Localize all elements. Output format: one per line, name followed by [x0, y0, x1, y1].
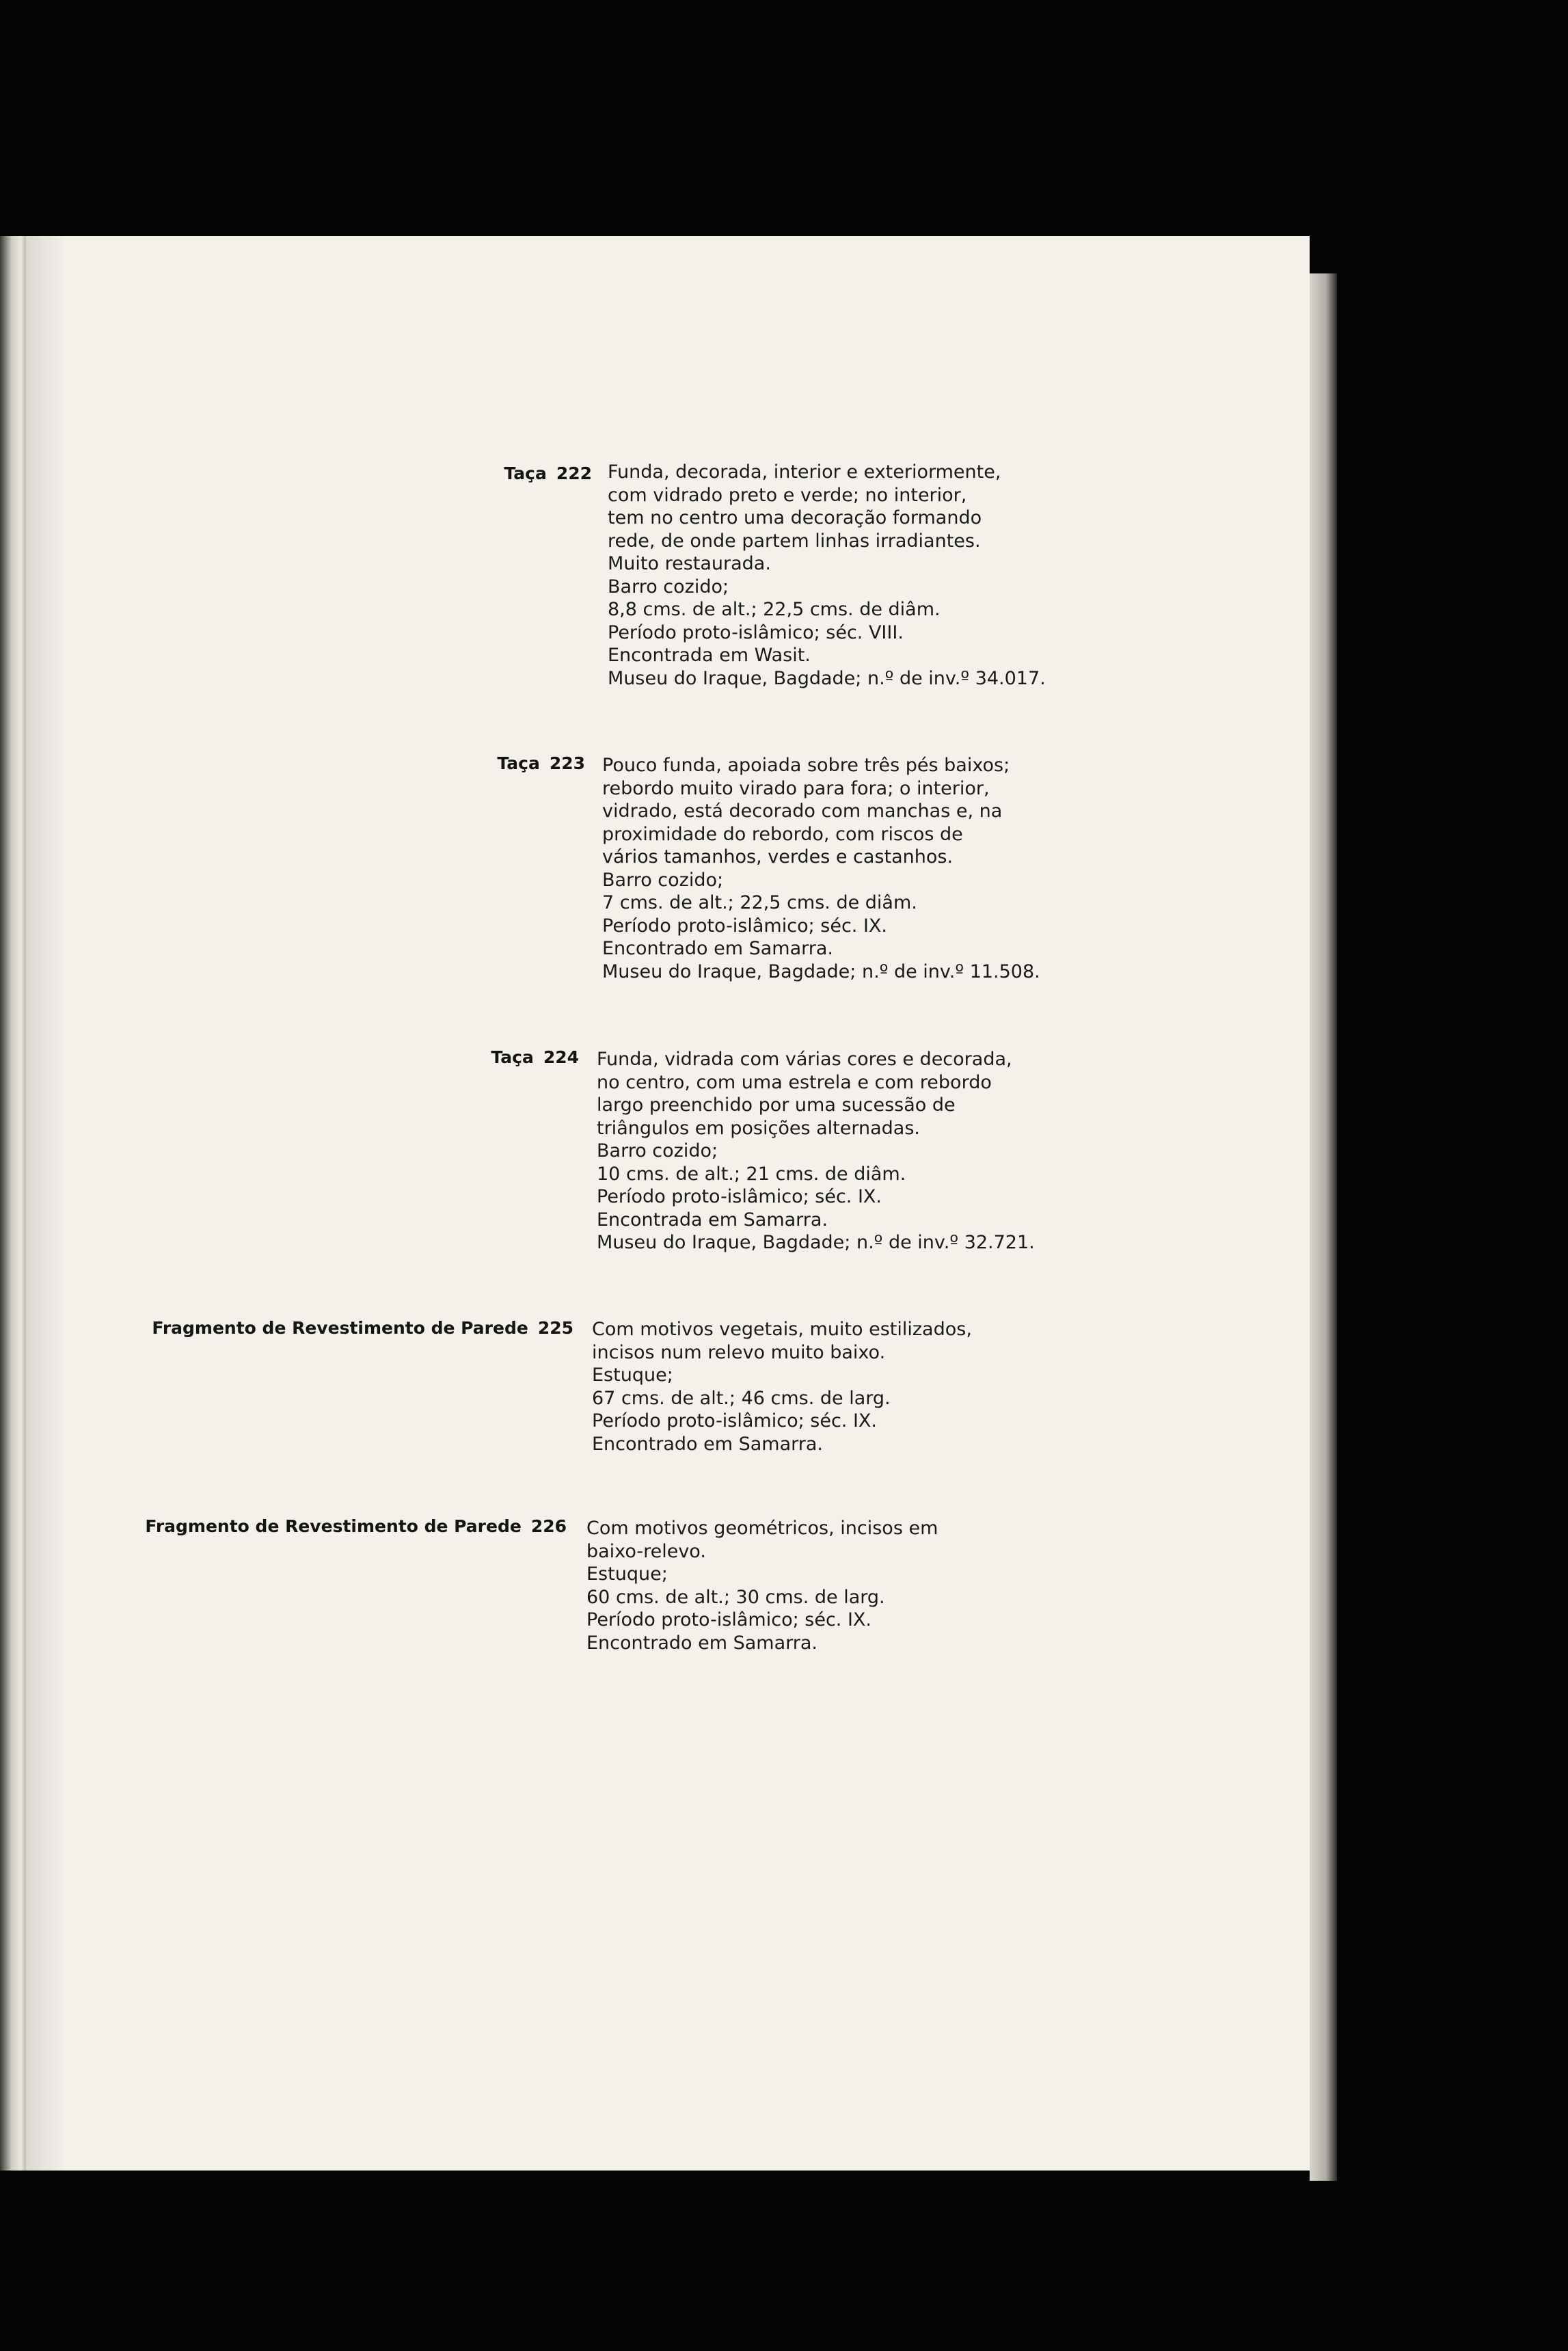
description-line: Com motivos geométricos, incisos em [586, 1518, 938, 1539]
description-line: Funda, vidrada com várias cores e decorada, [597, 1049, 1012, 1070]
description-line: Barro cozido; [597, 1140, 718, 1161]
description-line: Encontrado em Samarra. [602, 938, 834, 959]
description-line: vários tamanhos, verdes e castanhos. [602, 846, 954, 868]
description-line: baixo-relevo. [586, 1540, 706, 1562]
page-right-edge [1310, 273, 1337, 2181]
description-line: proximidade do rebordo, com riscos de [602, 823, 963, 845]
entry-description [602, 754, 1040, 983]
description-line: Período proto-islâmico; séc. VIII. [608, 621, 904, 643]
entry-number: 226 [530, 1516, 567, 1536]
entry-description [586, 1517, 938, 1654]
description-line: com vidrado preto e verde; no interior, [608, 484, 967, 506]
description-line: Período proto-islâmico; séc. IX. [586, 1609, 871, 1630]
description-line: Estuque; [592, 1365, 673, 1386]
description-line: Período proto-islâmico; séc. IX. [597, 1186, 882, 1207]
entry-number: 222 [556, 464, 592, 483]
entry-description [608, 461, 1046, 690]
description-line: Museu do Iraque, Bagdade; n.º de inv.º 32.721. [597, 1232, 1035, 1253]
entry-description [597, 1048, 1035, 1254]
description-line: Encontrado em Samarra. [586, 1632, 818, 1654]
page-gutter-shadow [26, 236, 67, 2171]
description-line: largo preenchido por uma sucessão de [597, 1094, 956, 1116]
entry-description [592, 1318, 972, 1455]
entry-number: 223 [549, 753, 585, 773]
description-line: Período proto-islâmico; séc. IX. [602, 915, 887, 937]
entry-label [0, 1318, 573, 1338]
entry-label [0, 1047, 579, 1067]
description-line: Com motivos vegetais, muito estilizados, [592, 1319, 972, 1340]
description-line: rede, de onde partem linhas irradiantes. [608, 530, 981, 552]
description-line: Barro cozido; [608, 576, 729, 597]
entry-number: 225 [537, 1318, 573, 1338]
description-line: Funda, decorada, interior e exteriormente, [608, 461, 1001, 483]
entry-label [0, 464, 592, 483]
entry-title: Taça [504, 464, 547, 483]
description-line: 10 cms. de alt.; 21 cms. de diâm. [597, 1163, 906, 1185]
left-page-edge [0, 236, 26, 2171]
description-line: rebordo muito virado para fora; o interior, [602, 777, 990, 799]
description-line: Pouco funda, apoiada sobre três pés baixos; [602, 755, 1010, 776]
description-line: Estuque; [586, 1563, 668, 1585]
entry-label [0, 1516, 567, 1536]
entry-number: 224 [543, 1047, 579, 1067]
entry-title: Fragmento de Revestimento de Parede [145, 1516, 522, 1536]
description-line: Encontrada em Wasit. [608, 645, 811, 666]
entry-title: Taça [497, 753, 540, 773]
description-line: vidrado, está decorado com manchas e, na [602, 801, 1003, 822]
description-line: Encontrado em Samarra. [592, 1433, 824, 1455]
description-line: no centro, com uma estrela e com rebordo [597, 1071, 992, 1093]
entry-title: Taça [491, 1047, 534, 1067]
entry-label [0, 753, 585, 773]
description-line: tem no centro uma decoração formando [608, 507, 982, 528]
description-line: Período proto-islâmico; séc. IX. [592, 1410, 877, 1432]
description-line: Museu do Iraque, Bagdade; n.º de inv.º 11.508. [602, 960, 1040, 982]
description-line: Barro cozido; [602, 869, 724, 891]
description-line: 8,8 cms. de alt.; 22,5 cms. de diâm. [608, 599, 941, 620]
description-line: incisos num relevo muito baixo. [592, 1341, 886, 1363]
entry-title: Fragmento de Revestimento de Parede [152, 1318, 528, 1338]
description-line: 60 cms. de alt.; 30 cms. de larg. [586, 1586, 885, 1608]
description-line: Encontrada em Samarra. [597, 1209, 828, 1231]
description-line: 67 cms. de alt.; 46 cms. de larg. [592, 1387, 891, 1409]
description-line: 7 cms. de alt.; 22,5 cms. de diâm. [602, 892, 917, 913]
description-line: triângulos em posições alternadas. [597, 1117, 920, 1139]
description-line: Museu do Iraque, Bagdade; n.º de inv.º 34.017. [608, 667, 1046, 689]
description-line: Muito restaurada. [608, 553, 771, 574]
